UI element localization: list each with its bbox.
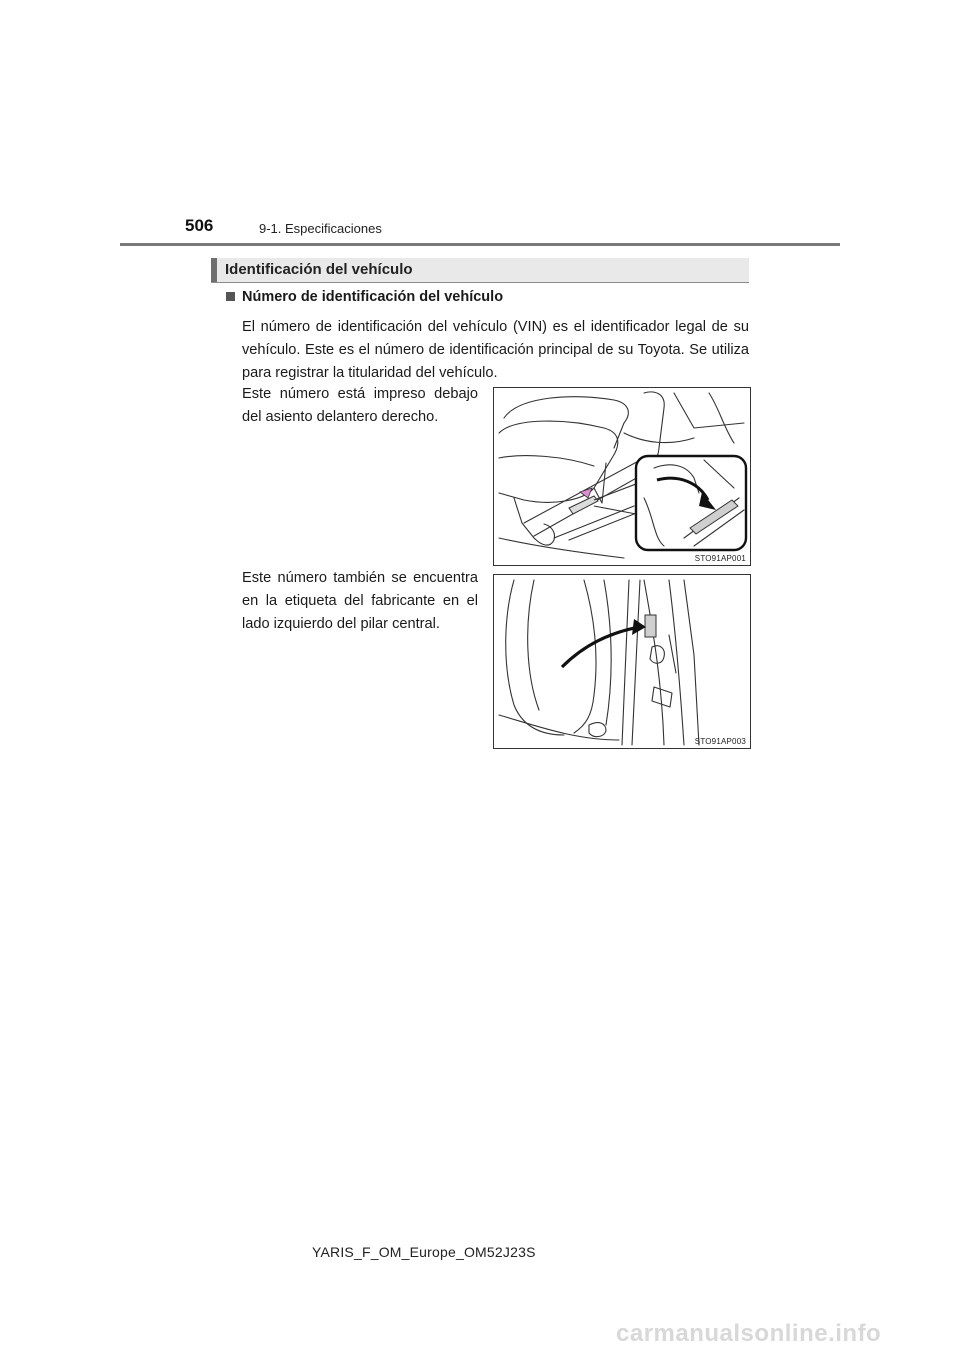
pillar-figure-code: STO91AP003 <box>694 737 746 746</box>
bullet-square-icon <box>226 292 235 301</box>
section-heading-underline <box>211 282 749 283</box>
section-heading-accent <box>211 258 217 282</box>
seat-figure <box>493 387 751 566</box>
page-number: 506 <box>185 216 214 235</box>
pillar-location-paragraph: Este número también se encuentra en la etiqueta del fabricante en el lado izquierdo del pilar central. <box>242 570 478 632</box>
seat-location-paragraph: Este número está impreso debajo del asiento delantero derecho. <box>242 386 478 425</box>
section-title: 9-1. Especificaciones <box>259 221 382 236</box>
intro-paragraph: El número de identificación del vehículo (VIN) es el identificador legal de su vehículo. Este es el número de identificación principal de su Toyota. Se utiliza para registrar la titularidad del vehículo. <box>242 319 749 381</box>
section-heading: Identificación del vehículo <box>225 261 413 278</box>
footer-document-id: YARIS_F_OM_Europe_OM52J23S <box>312 1244 536 1260</box>
seat-vin-location-illustration <box>494 388 750 565</box>
seat-figure-code: STO91AP001 <box>694 554 746 563</box>
pillar-figure <box>493 574 751 749</box>
sub-heading: Número de identificación del vehículo <box>242 289 504 305</box>
header-divider <box>120 243 840 246</box>
pillar-label-location-illustration <box>494 575 750 748</box>
footer-watermark: carmanualsonline.info <box>616 1320 882 1347</box>
